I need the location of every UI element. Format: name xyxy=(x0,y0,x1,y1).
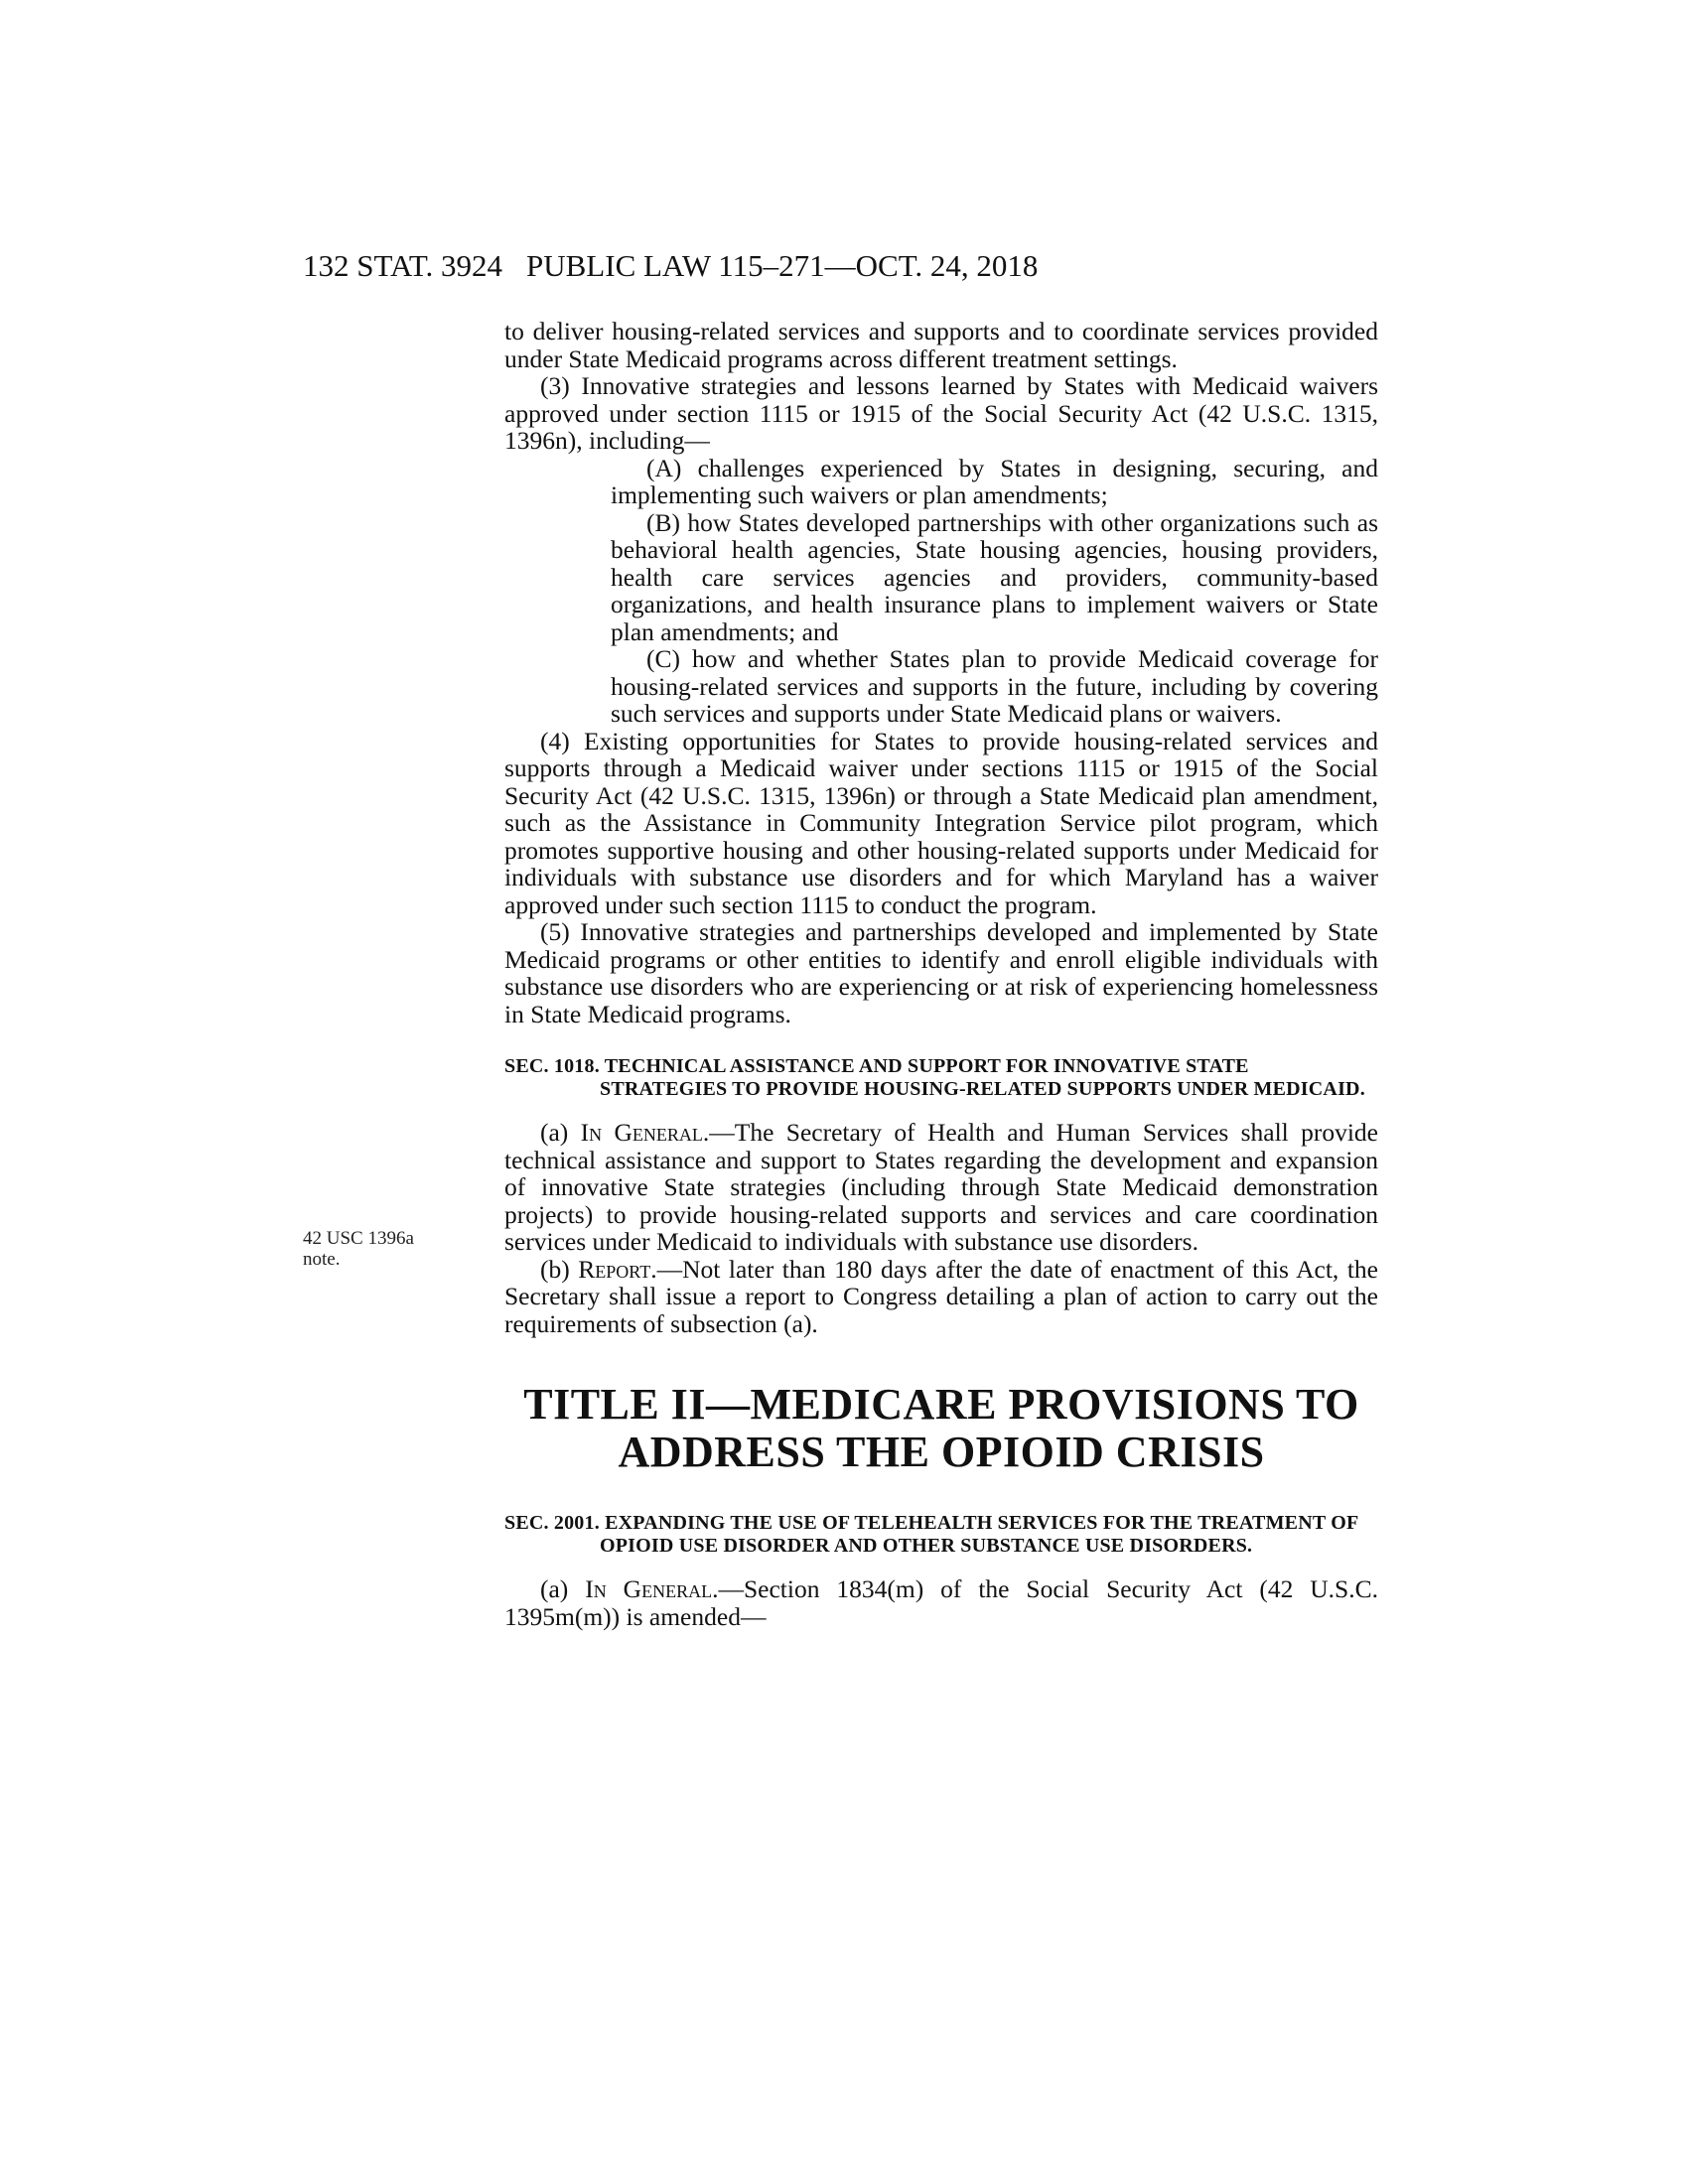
margin-note-line1: 42 USC 1396a xyxy=(303,1228,414,1249)
subparagraph-3a: (A) challenges experienced by States in designing, securing, and implementing such waivers or plan amendments; xyxy=(611,453,1378,509)
subsection-a-text: .—The Secretary of Health and Human Services shall provide technical assistance and support to States regarding the development and expansion of innovative State strategies (including through State Medicaid demonstration projects) to provide housing-related supports and services and care coordination services under Medicaid to individuals with substance use disorders. xyxy=(504,1118,1378,1256)
subparagraph-3c: (C) how and whether States plan to provide Medicaid coverage for housing-related services and supports in the future, including by covering such services and supports under State Medicaid plans or waivers. xyxy=(611,644,1378,728)
section-1018-subsection-a xyxy=(504,1119,1378,1256)
subsection-b-caption: Report xyxy=(578,1254,651,1284)
section-2001-heading: SEC. 2001. EXPANDING THE USE OF TELEHEALTH SERVICES FOR THE TREATMENT OF OPIOID USE DISORDER AND OTHER SUBSTANCE USE DISORDERS. xyxy=(504,1512,1358,1557)
section-1018-heading: SEC. 1018. TECHNICAL ASSISTANCE AND SUPPORT FOR INNOVATIVE STATE STRATEGIES TO PROVIDE HOUSING-RELATED SUPPORTS UNDER MEDICAID. xyxy=(504,1055,1365,1100)
subsection-a-label: (a) xyxy=(540,1118,581,1147)
title-ii-heading xyxy=(504,1381,1378,1476)
subsection-b-label: (b) xyxy=(540,1254,579,1284)
title-ii-line1: TITLE II—MEDICARE PROVISIONS TO xyxy=(523,1380,1359,1429)
section-1018-subsection-b xyxy=(504,1256,1378,1338)
subsection-a-label: (a) xyxy=(540,1574,586,1603)
subsection-b-text: .—Not later than 180 days after the date of enactment of this Act, the Secretary shall issue a report to Congress detailing a plan of action to carry out the requirements of subsection (a). xyxy=(504,1254,1379,1338)
paragraph-4: (4) Existing opportunities for States to provide housing-related services and supports through a Medicaid waiver under sections 1115 or 1915 of the Social Security Act (42 U.S.C. 1315, 1396n) or through a State Medicaid plan amendment, such as the Assistance in Community Integration Service pilot program, which promotes supportive housing and other housing-related supports under Medicaid for individuals with substance use disorders and for which Maryland has a waiver approved under such section 1115 to conduct the program. xyxy=(504,726,1378,919)
paragraph-5: (5) Innovative strategies and partnerships developed and implemented by State Medicaid programs or other entities to identify and enroll eligible individuals with substance use disorders who are experiencing or at risk of experiencing homelessness in State Medicaid programs. xyxy=(504,917,1378,1028)
document-body xyxy=(504,318,1378,1630)
margin-note-line2: note. xyxy=(303,1249,341,1270)
subparagraph-3b: (B) how States developed partnerships with other organizations such as behavioral health agencies, State housing agencies, housing providers, health care services agencies and providers, community-based organizations, and health insurance plans to implement waivers or State plan amendments; and xyxy=(611,507,1378,646)
title-ii-line2: ADDRESS THE OPIOID CRISIS xyxy=(618,1428,1265,1476)
subsection-a-text: .—Section 1834(m) of the Social Security Act (42 U.S.C. 1395m(m)) is amended— xyxy=(504,1574,1378,1631)
subsection-a-caption: In General xyxy=(585,1574,713,1603)
paragraph-continued: to deliver housing-related services and supports and to coordinate services provided under State Medicaid programs across different treatment settings. xyxy=(504,317,1378,373)
subsection-a-caption: In General xyxy=(580,1118,703,1147)
section-2001-subsection-a xyxy=(504,1575,1378,1630)
margin-note xyxy=(303,1228,414,1270)
public-law-citation: PUBLIC LAW 115–271—OCT. 24, 2018 xyxy=(526,248,1039,283)
statute-page-number: 132 STAT. 3924 xyxy=(303,248,503,283)
running-header xyxy=(303,248,1375,288)
paragraph-3: (3) Innovative strategies and lessons learned by States with Medicaid waivers approved under section 1115 or 1915 of the Social Security Act (42 U.S.C. 1315, 1396n), including— xyxy=(504,371,1378,455)
